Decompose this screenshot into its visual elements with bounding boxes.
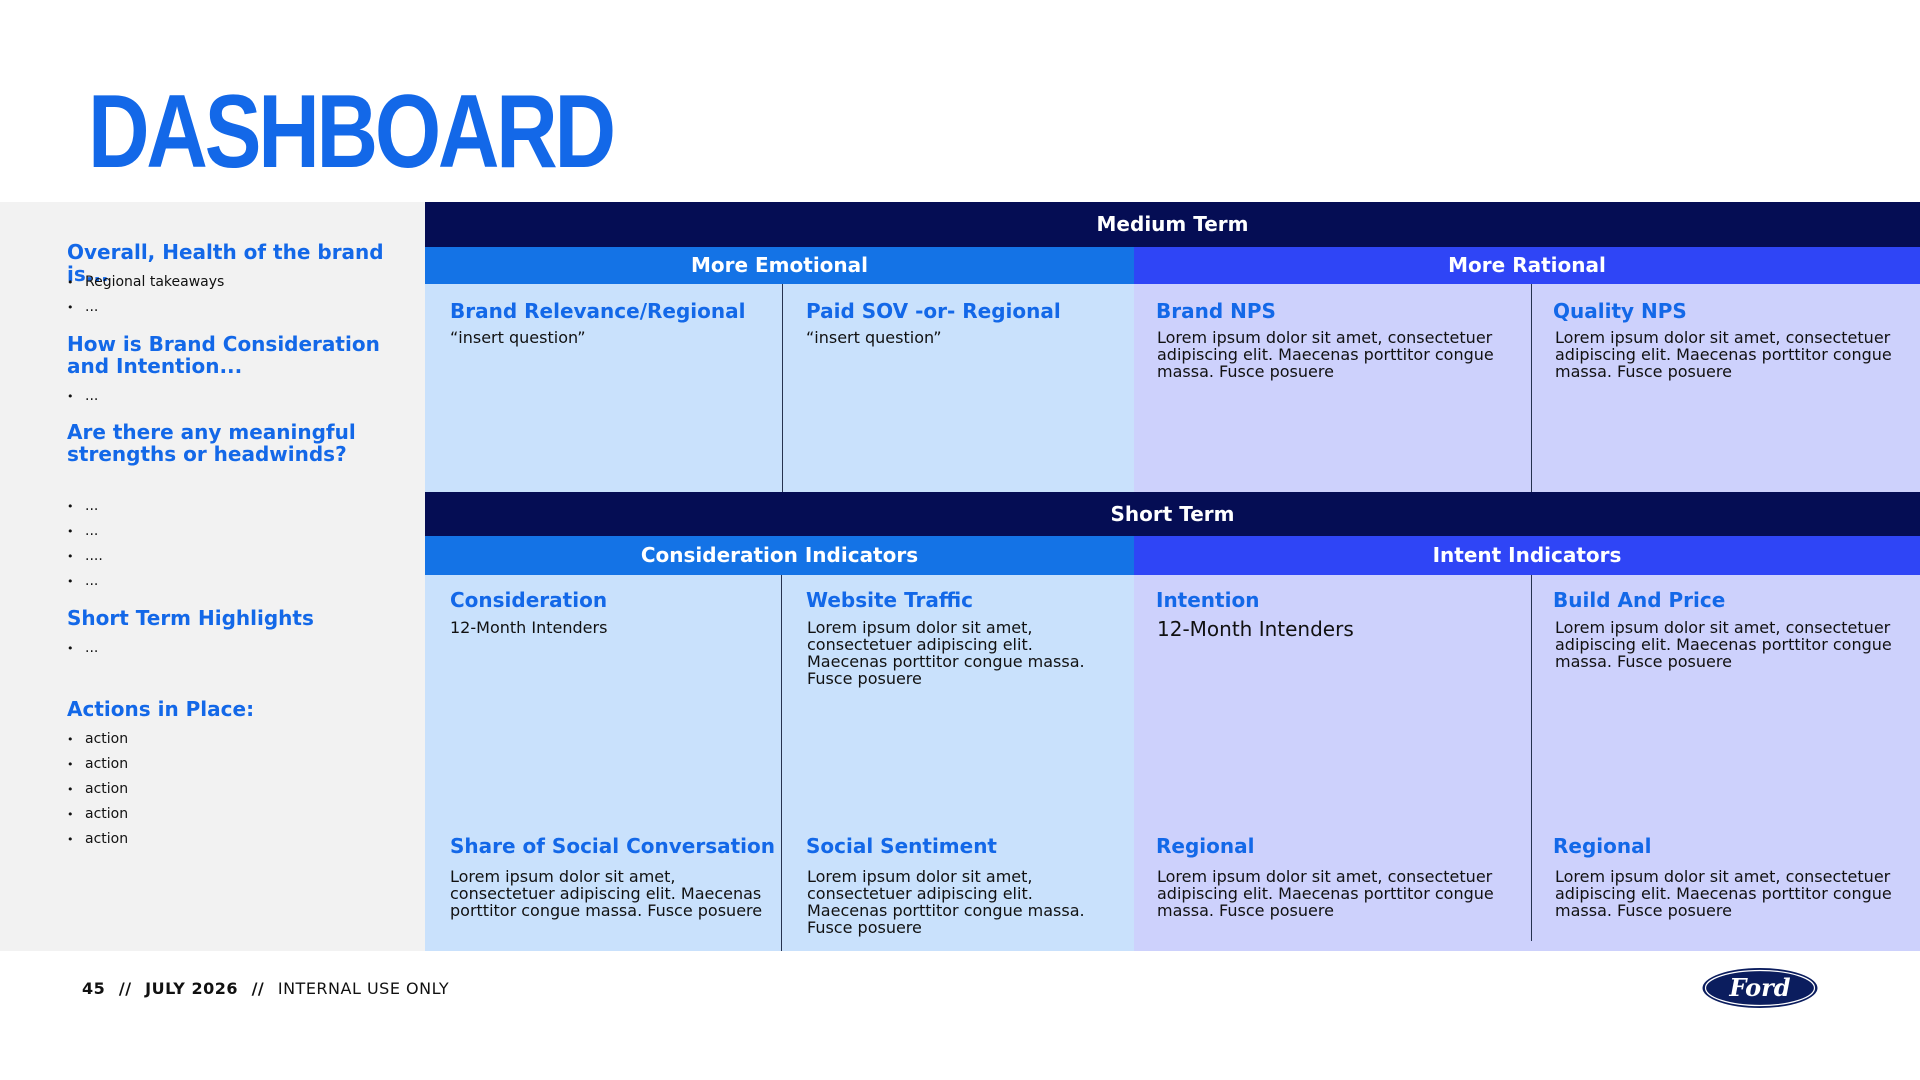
quality-nps-text: Lorem ipsum dolor sit amet, consectetuer adipiscing elit. Maecenas porttitor congue massa. Fusce posuere xyxy=(1555,328,1892,381)
build-and-price-title: Build And Price xyxy=(1553,588,1726,612)
sidebar-heading-actions: Actions in Place: xyxy=(67,697,255,721)
sidebar-list-consideration xyxy=(67,384,98,409)
more-rational-header: More Rational xyxy=(1134,247,1920,284)
share-social-title: Share of Social Conversation xyxy=(450,834,776,858)
list-item: • ... xyxy=(67,494,103,519)
paid-sov-text: “insert question” xyxy=(806,328,942,347)
sidebar-list-strengths xyxy=(67,494,103,594)
list-item: • action xyxy=(67,752,128,777)
medium-term-header: Medium Term xyxy=(425,202,1920,247)
sidebar-list-actions xyxy=(67,727,128,852)
sidebar-heading-health: Overall, Health of the brand is... xyxy=(67,240,384,286)
list-item: • action xyxy=(67,827,128,852)
footer-label: INTERNAL USE ONLY xyxy=(277,979,450,998)
paid-sov-title: Paid SOV -or- Regional xyxy=(806,299,1061,323)
page-title: DASHBOARD xyxy=(88,74,613,190)
ford-logo-text: Ford xyxy=(1729,973,1791,1002)
regional-text: Lorem ipsum dolor sit amet, consectetuer adipiscing elit. Maecenas porttitor congue massa. Fusce posuere xyxy=(1157,867,1494,920)
list-item: • ... xyxy=(67,295,224,320)
intention-title: Intention xyxy=(1156,588,1260,612)
short-term-header: Short Term xyxy=(425,492,1920,536)
list-item: • .... xyxy=(67,544,103,569)
list-item: • ... xyxy=(67,384,98,409)
consideration-indicators-header: Consideration Indicators xyxy=(425,536,1134,575)
sidebar-heading-strengths: Are there any meaningful strengths or headwinds? xyxy=(67,420,356,466)
share-social-text: Lorem ipsum dolor sit amet, consectetuer adipiscing elit. Maecenas porttitor congue massa. Fusce posuere xyxy=(450,867,763,920)
list-item: • action xyxy=(67,802,128,827)
list-item: • ... xyxy=(67,636,98,661)
ford-logo xyxy=(1700,966,1820,1010)
divider xyxy=(781,575,782,951)
divider xyxy=(782,284,783,492)
regional-title: Regional xyxy=(1553,834,1652,858)
brand-relevance-text: “insert question” xyxy=(450,328,586,347)
sidebar-heading-consideration: How is Brand Consideration and Intention... xyxy=(67,332,380,378)
sidebar-heading-highlights: Short Term Highlights xyxy=(67,606,314,630)
build-and-price-text: Lorem ipsum dolor sit amet, consectetuer adipiscing elit. Maecenas porttitor congue massa. Fusce posuere xyxy=(1555,618,1892,671)
consideration-text: 12-Month Intenders xyxy=(450,618,608,637)
social-sentiment-title: Social Sentiment xyxy=(806,834,997,858)
more-emotional-header: More Emotional xyxy=(425,247,1134,284)
list-item: • action xyxy=(67,777,128,802)
footer xyxy=(82,979,449,998)
brand-nps-text: Lorem ipsum dolor sit amet, consectetuer adipiscing elit. Maecenas porttitor congue massa. Fusce posuere xyxy=(1157,328,1494,381)
page-number: 45 xyxy=(82,979,106,998)
regional-text: Lorem ipsum dolor sit amet, consectetuer adipiscing elit. Maecenas porttitor congue massa. Fusce posuere xyxy=(1555,867,1892,920)
regional-title: Regional xyxy=(1156,834,1255,858)
sidebar-list-highlights xyxy=(67,636,98,661)
website-traffic-title: Website Traffic xyxy=(806,588,974,612)
footer-separator: // xyxy=(251,979,265,998)
sidebar xyxy=(0,202,425,951)
intent-indicators-header: Intent Indicators xyxy=(1134,536,1920,575)
list-item: • action xyxy=(67,727,128,752)
website-traffic-text: Lorem ipsum dolor sit amet, consectetuer adipiscing elit. Maecenas porttitor congue massa. Fusce posuere xyxy=(807,618,1085,688)
divider xyxy=(1531,575,1532,941)
list-item: • Regional takeaways xyxy=(67,270,224,295)
social-sentiment-text: Lorem ipsum dolor sit amet, consectetuer adipiscing elit. Maecenas porttitor congue massa. Fusce posuere xyxy=(807,867,1085,937)
sidebar-list-health xyxy=(67,270,224,320)
brand-nps-title: Brand NPS xyxy=(1156,299,1276,323)
divider xyxy=(1531,284,1532,492)
list-item: • ... xyxy=(67,569,103,594)
intention-text: 12-Month Intenders xyxy=(1157,617,1354,641)
footer-date: JULY 2026 xyxy=(145,979,238,998)
footer-separator: // xyxy=(118,979,132,998)
list-item: • ... xyxy=(67,519,103,544)
consideration-title: Consideration xyxy=(450,588,608,612)
brand-relevance-title: Brand Relevance/Regional xyxy=(450,299,746,323)
quality-nps-title: Quality NPS xyxy=(1553,299,1687,323)
